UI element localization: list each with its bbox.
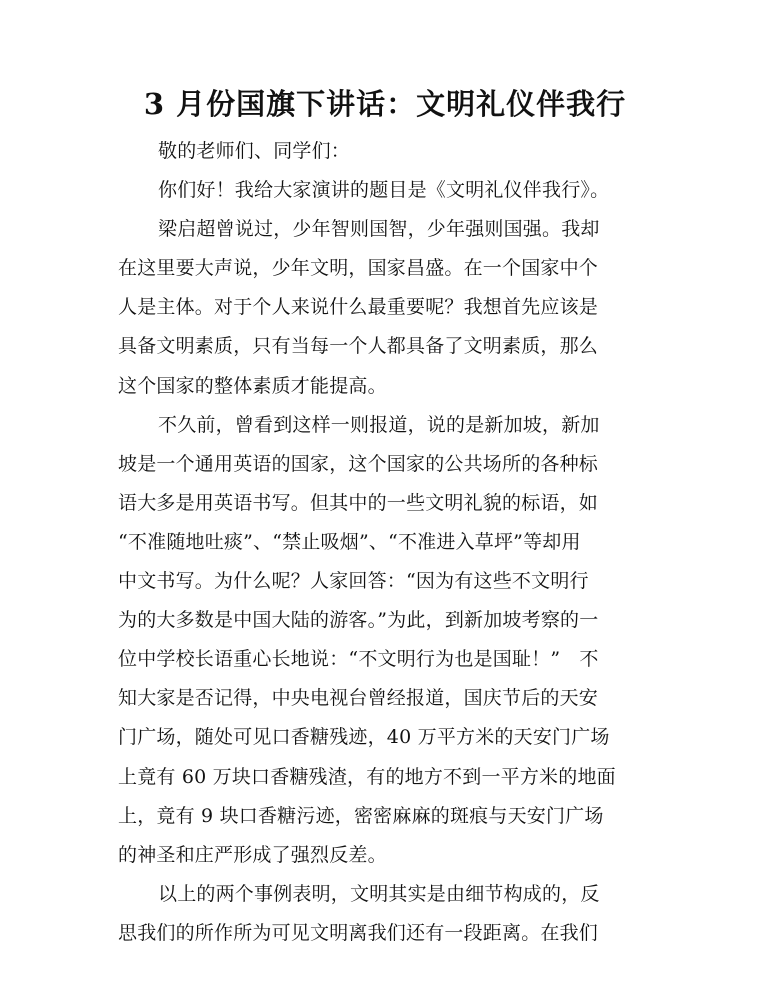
text-line: 门广场，随处可见口香糖残迹，40 万平方米的天安门广场 bbox=[118, 726, 610, 749]
text-line: 这个国家的整体素质才能提高。 bbox=[118, 374, 387, 397]
text-line: 人是主体。对于个人来说什么最重要呢？我想首先应该是 bbox=[118, 296, 599, 319]
text-line: 为的大多数是中国大陆的游客。”为此，到新加坡考察的一 bbox=[118, 609, 599, 632]
text-line: 的神圣和庄严形成了强烈反差。 bbox=[118, 843, 387, 866]
text-line: “不准随地吐痰”、“禁止吸烟”、“不准进入草坪”等却用 bbox=[118, 530, 581, 553]
text-line: 梁启超曾说过，少年智则国智，少年强则国强。我却 bbox=[158, 218, 600, 241]
text-line: 具备文明素质，只有当每一个人都具备了文明素质，那么 bbox=[118, 335, 599, 358]
document-body bbox=[118, 132, 658, 953]
text-line: 语大多是用英语书写。但其中的一些文明礼貌的标语，如 bbox=[118, 491, 599, 514]
document-title: 3 月份国旗下讲话：文明礼仪伴我行 bbox=[143, 87, 627, 121]
text-line: 上竟有 60 万块口香糖残渣，有的地方不到一平方米的地面 bbox=[118, 765, 616, 788]
text-line: 知大家是否记得，中央电视台曾经报道，国庆节后的天安 bbox=[118, 687, 599, 710]
text-line: 位中学校长语重心长地说：“不文明行为也是国耻！” 不 bbox=[118, 648, 599, 671]
text-line: 不久前，曾看到这样一则报道，说的是新加坡，新加 bbox=[158, 413, 600, 436]
text-line: 坡是一个通用英语的国家，这个国家的公共场所的各种标 bbox=[118, 452, 599, 475]
text-line: 你们好！我给大家演讲的题目是《文明礼仪伴我行》。 bbox=[158, 179, 610, 202]
text-line: 上，竟有 9 块口香糖污迹，密密麻麻的斑痕与天安门广场 bbox=[118, 804, 604, 827]
text-line: 以上的两个事例表明，文明其实是由细节构成的，反 bbox=[158, 882, 600, 905]
text-line: 在这里要大声说，少年文明，国家昌盛。在一个国家中个 bbox=[118, 257, 599, 280]
text-line: 敬的老师们、同学们： bbox=[158, 140, 351, 162]
text-line: 中文书写。为什么呢？人家回答：“因为有这些不文明行 bbox=[118, 570, 589, 593]
text-line: 思我们的所作所为可见文明离我们还有一段距离。在我们 bbox=[118, 921, 599, 944]
